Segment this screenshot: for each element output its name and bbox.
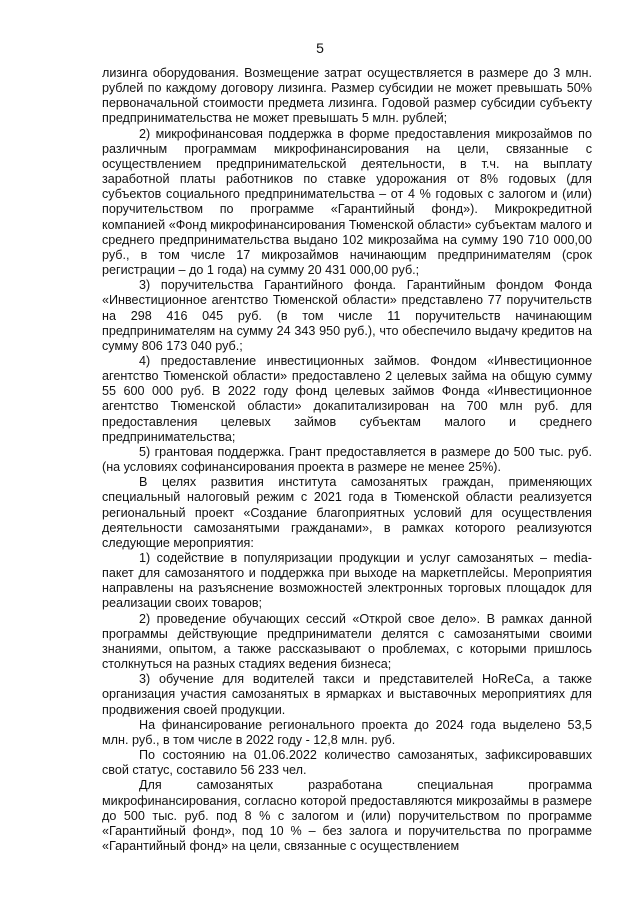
paragraph-guarantee-fund: 3) поручительства Гарантийного фонда. Гарантийным фондом Фонда «Инвестиционное агентство Тюменской области» представлено 77 поручительств на 298 416 045 руб. (в том числе 11 поручительств начинающим предпринимателям на сумму 24 343 950 руб.), что обеспечило выдачу кредитов на сумму 806 173 040 руб.; (102, 278, 592, 353)
paragraph-microfinance-program: Для самозанятых разработана специальная программа микрофинансирования, согласно которой предоставляются микрозаймы в размере до 500 тыс. руб. под 8 % с залогом и (или) поручительством по программе «Гарантийный фонд», под 10 % – без залога и поручительства по программе «Гарантийный фонд» на цели, связанные с осуществлением (102, 778, 592, 853)
paragraph-investment-loans: 4) предоставление инвестиционных займов. Фондом «Инвестиционное агентство Тюменской области» предоставлено 2 целевых займа на общую сумму 55 600 000 руб. В 2022 году фонд целевых займов Фонда «Инвестиционное агентство Тюменской области» докапитализирован на 700 млн руб. для предоставления целевых займов субъектам малого и среднего предпринимательства; (102, 353, 592, 444)
paragraph-taxi-horeca: 3) обучение для водителей такси и представителей HoReCa, а также организация участия самозанятых в ярмарках и выставочных мероприятиях для продвижения своей продукции. (102, 672, 592, 717)
paragraph-training-sessions: 2) проведение обучающих сессий «Открой свое дело». В рамках данной программы действующие предприниматели делятся с самозанятыми своими знаниями, опытом, а также рассказывают о проблемах, с которыми пришлось столкнуться на разных стадиях ведения бизнеса; (102, 611, 592, 672)
paragraph-self-employed-count: По состоянию на 01.06.2022 количество самозанятых, зафиксировавших свой статус, составило 56 233 чел. (102, 748, 592, 778)
paragraph-microfinance: 2) микрофинансовая поддержка в форме предоставления микрозаймов по различным программам микрофинансирования на цели, связанные с осуществлением предпринимательской деятельности, в т.ч. на выплату заработной платы работников по ставке удорожания от 8% годовых (для субъектов социального предпринимательства – от 4 % годовых с залогом и (или) поручительством по программе «Гарантийный фонд»). Микрокредитной компанией «Фонд микрофинансирования Тюменской области» субъектам малого и среднего предпринимательства выдано 102 микрозайма на сумму 190 710 000,00 руб., в том числе 17 микрозаймов начинающим предпринимателям (срок регистрации – до 1 года) на сумму 20 431 000,00 руб.; (102, 126, 592, 278)
document-body (102, 66, 592, 854)
paragraph-self-employed-project: В целях развития института самозанятых граждан, применяющих специальный налоговый режим с 2021 года в Тюменской области реализуется региональный проект «Создание благоприятных условий для осуществления деятельности самозанятыми гражданами», в рамках которого реализуются следующие мероприятия: (102, 475, 592, 550)
paragraph-leasing-continuation: лизинга оборудования. Возмещение затрат осуществляется в размере до 3 млн. рублей по каждому договору лизинга. Размер субсидии не может превышать 50% первоначальной стоимости предмета лизинга. Годовой размер субсидии субъекту предпринимательства не может превышать 5 млн. рублей; (102, 66, 592, 126)
paragraph-financing: На финансирование регионального проекта до 2024 года выделено 53,5 млн. руб., в том числе в 2022 году - 12,8 млн. руб. (102, 717, 592, 747)
paragraph-grant-support: 5) грантовая поддержка. Грант предоставляется в размере до 500 тыс. руб. (на условиях софинансирования проекта в размере не менее 25%). (102, 444, 592, 475)
paragraph-promotion: 1) содействие в популяризации продукции и услуг самозанятых – media-пакет для самозанятого и поддержка при выходе на маркетплейсы. Мероприятия направлены на разъяснение возможностей электронных торговых площадок для реализации своих товаров; (102, 551, 592, 611)
page-number: 5 (316, 40, 324, 56)
